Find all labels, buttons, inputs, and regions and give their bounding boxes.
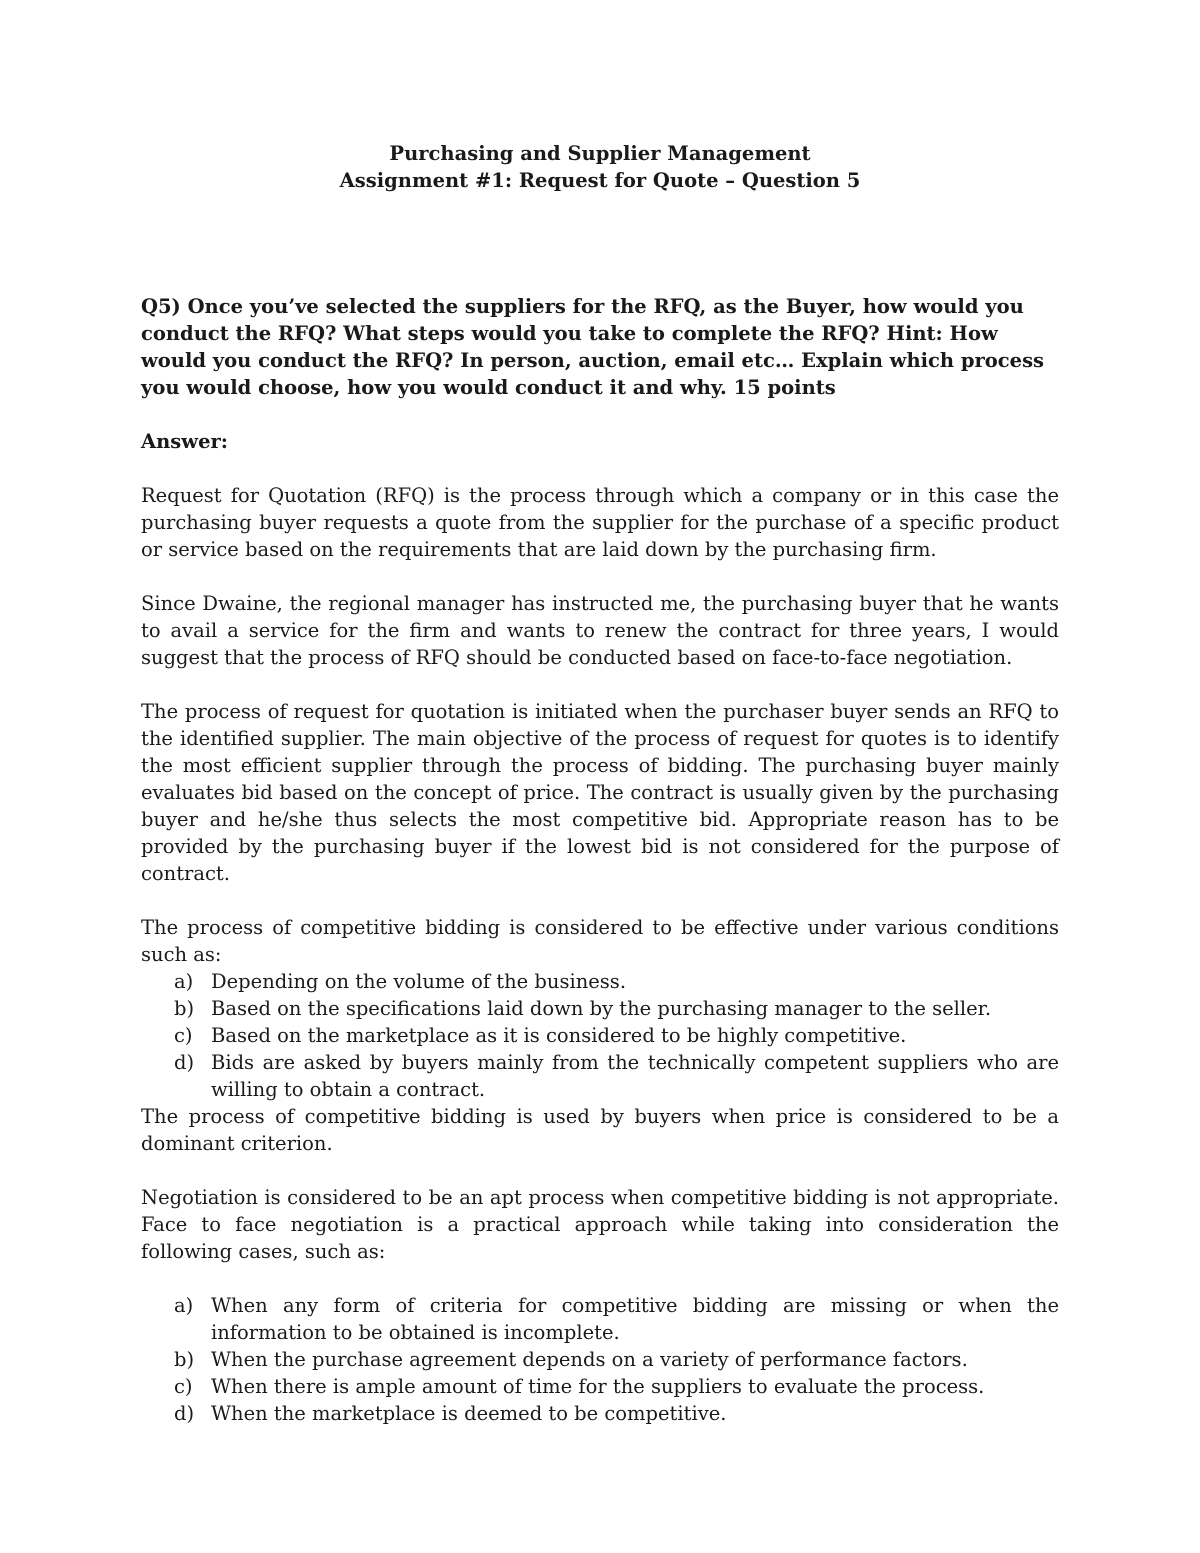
list-marker: a): [174, 970, 194, 993]
paragraph-rfq-definition: Request for Quotation (RFQ) is the process through which a company or in this case the purchasing buyer requests a quote from the supplier for the purchase of a specific product or service based on the requirements that are laid down by the purchasing firm.: [141, 484, 1059, 561]
list-item: [174, 968, 1059, 995]
document-page: [141, 140, 1059, 1427]
list-item: [174, 995, 1059, 1022]
document-title: [141, 140, 1059, 194]
list-marker: b): [174, 997, 195, 1020]
list-item: [174, 1346, 1059, 1373]
list-item-text: When the purchase agreement depends on a variety of performance factors.: [211, 1348, 968, 1371]
list-item-text: Based on the marketplace as it is considered to be highly competitive.: [211, 1024, 907, 1047]
paragraph-rfq-process: The process of request for quotation is initiated when the purchaser buyer sends an RFQ to the identified supplier. The main objective of the process of request for quotes is to identify the most efficient supplier through the process of bidding. The purchasing buyer mainly evaluates bid based on the concept of price. The contract is usually given by the purchasing buyer and he/she thus selects the most competitive bid. Appropriate reason has to be provided by the purchasing buyer if the lowest bid is not considered for the purpose of contract.: [141, 700, 1059, 885]
list-item-text: When the marketplace is deemed to be competitive.: [211, 1402, 727, 1425]
list-item-text: Based on the specifications laid down by the purchasing manager to the seller.: [211, 997, 992, 1020]
list-marker: a): [174, 1294, 194, 1317]
list-marker: b): [174, 1348, 195, 1371]
answer-label: Answer:: [141, 430, 228, 453]
title-line-2: Assignment #1: Request for Quote – Question 5: [339, 169, 861, 192]
list-item: [174, 1022, 1059, 1049]
question-text: Q5) Once you’ve selected the suppliers for the RFQ, as the Buyer, how would you conduct the RFQ? What steps would you take to complete the RFQ? Hint: How would you conduct the RFQ? In person, auction, email etc… Explain which process you would choose, how you would conduct it and why. 15 points: [141, 295, 1045, 399]
list-item: [174, 1049, 1059, 1103]
list-marker: c): [174, 1375, 193, 1398]
paragraph-bidding-conditions: The process of competitive bidding is considered to be effective under various conditions such as:: [141, 916, 1059, 966]
list-item-text: Bids are asked by buyers mainly from the technically competent suppliers who are willing to obtain a contract.: [211, 1051, 1059, 1101]
list-item-text: When there is ample amount of time for the suppliers to evaluate the process.: [211, 1375, 985, 1398]
title-line-1: Purchasing and Supplier Management: [389, 142, 811, 165]
paragraph-price-criterion: The process of competitive bidding is used by buyers when price is considered to be a dominant criterion.: [141, 1105, 1059, 1155]
list-item: [174, 1292, 1059, 1346]
list-item: [174, 1373, 1059, 1400]
list-marker: d): [174, 1051, 195, 1074]
bidding-conditions-list: [141, 968, 1059, 1103]
paragraph-negotiation: Negotiation is considered to be an apt process when competitive bidding is not appropriate. Face to face negotiation is a practical approach while taking into consideration the following cases, such as:: [141, 1186, 1059, 1263]
paragraph-recommendation: Since Dwaine, the regional manager has instructed me, the purchasing buyer that he wants to avail a service for the firm and wants to renew the contract for three years, I would suggest that the process of RFQ should be conducted based on face-to-face negotiation.: [141, 592, 1059, 669]
list-item: [174, 1400, 1059, 1427]
list-marker: d): [174, 1402, 195, 1425]
list-item-text: When any form of criteria for competitive bidding are missing or when the information to be obtained is incomplete.: [211, 1294, 1059, 1344]
list-item-text: Depending on the volume of the business.: [211, 970, 627, 993]
negotiation-cases-list: [141, 1292, 1059, 1427]
list-marker: c): [174, 1024, 193, 1047]
